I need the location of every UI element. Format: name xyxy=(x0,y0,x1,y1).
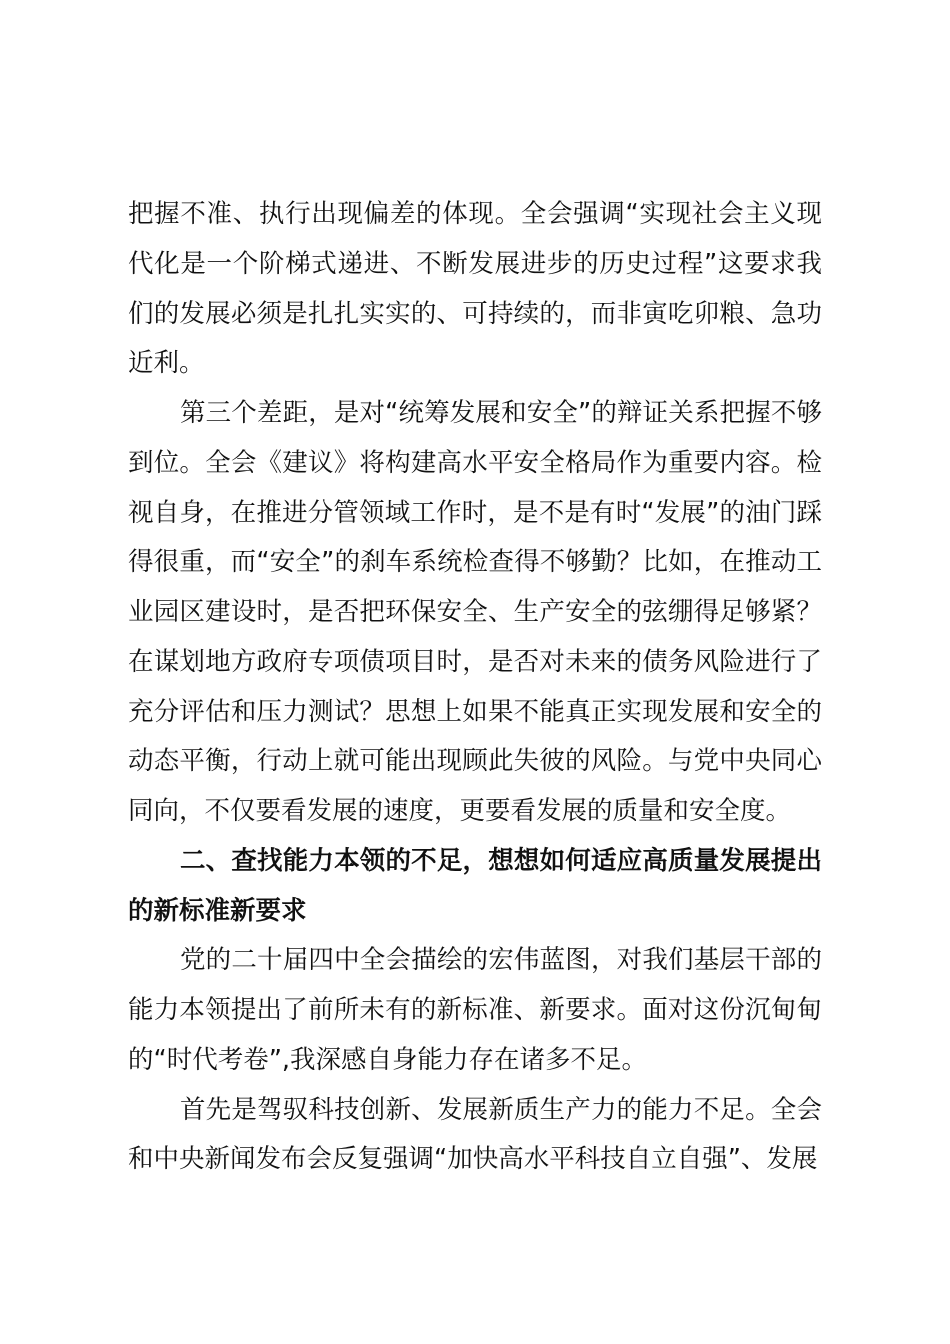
text-line: 第三个差距，是对“统筹发展和安全”的辩证关系把握不够 xyxy=(180,398,822,428)
text-line: 首先是驾驭科技创新、发展新质生产力的能力不足。全会 xyxy=(180,1094,822,1125)
text-line: 在谋划地方政府专项债项目时，是否对未来的债务风险进行了 xyxy=(128,646,822,677)
text-line: 同向，不仅要看发展的速度，更要看发展的质量和安全度。 xyxy=(128,796,792,826)
paragraph xyxy=(128,936,822,1085)
text-line: 把握不准、执行出现偏差的体现。全会强调“实现社会主义现 xyxy=(128,199,822,229)
text-line: 的新标准新要求 xyxy=(128,895,307,926)
paragraph xyxy=(128,389,822,837)
text-line: 近利。 xyxy=(128,348,205,379)
text-line: 的“时代考卷”,我深感自身能力存在诸多不足。 xyxy=(128,1044,648,1075)
text-line: 党的二十届四中全会描绘的宏伟蓝图，对我们基层干部的 xyxy=(180,945,822,976)
text-line: 们的发展必须是扎扎实实的、可持续的，而非寅吃卯粮、急功 xyxy=(128,298,822,329)
section-heading xyxy=(128,837,822,937)
text-line: 能力本领提出了前所未有的新标准、新要求。面对这份沉甸甸 xyxy=(128,995,822,1025)
paragraph xyxy=(128,1086,822,1186)
text-line: 和中央新闻发布会反复强调“加快高水平科技自立自强”、发展 xyxy=(128,1144,818,1175)
document-body xyxy=(128,190,822,1185)
text-line: 代化是一个阶梯式递进、不断发展进步的历史过程”这要求我 xyxy=(128,248,822,279)
paragraph xyxy=(128,190,822,389)
text-line: 充分评估和压力测试？思想上如果不能真正实现发展和安全的 xyxy=(128,696,822,727)
text-line: 得很重，而“安全”的刹车系统检查得不够勤？比如，在推动工 xyxy=(128,547,822,578)
text-line: 视自身，在推进分管领域工作时，是不是有时“发展”的油门踩 xyxy=(128,497,822,528)
text-line: 动态平衡，行动上就可能出现顾此失彼的风险。与党中央同心 xyxy=(128,746,822,777)
text-line: 业园区建设时，是否把环保安全、生产安全的弦绷得足够紧？ xyxy=(128,597,822,627)
text-line: 二、查找能力本领的不足，想想如何适应高质量发展提出 xyxy=(180,845,822,876)
text-line: 到位。全会《建议》将构建高水平安全格局作为重要内容。检 xyxy=(128,447,822,478)
